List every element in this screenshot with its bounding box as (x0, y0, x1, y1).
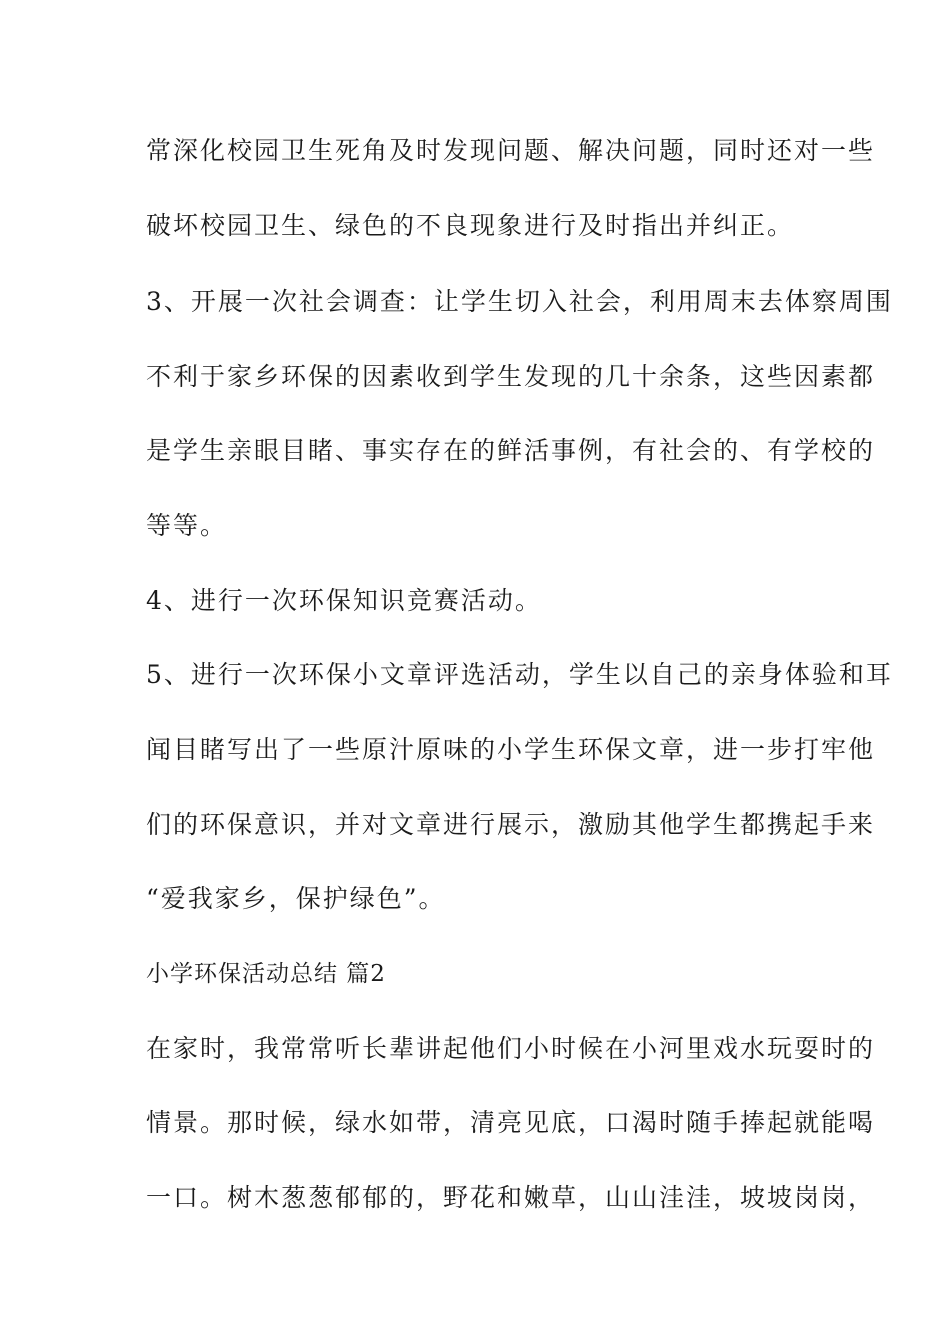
text-line: 3、开展一次社会调查：让学生切入社会，利用周末去体察周围 (146, 287, 893, 316)
text-line: “爱我家乡，保护绿色”。 (146, 884, 446, 913)
text-line: 是学生亲眼目睹、事实存在的鲜活事例，有社会的、有学校的 (146, 436, 876, 465)
text-line: 等等。 (146, 511, 228, 540)
section-heading: 小学环保活动总结 篇2 (146, 961, 386, 987)
text-line: 一口。树木葱葱郁郁的，野花和嫩草，山山洼洼，坡坡岗岗， (146, 1183, 876, 1212)
text-line: 破坏校园卫生、绿色的不良现象进行及时指出并纠正。 (146, 211, 795, 240)
text-line: 闻目睹写出了一些原汁原味的小学生环保文章，进一步打牢他 (146, 735, 876, 764)
text-line: 5、进行一次环保小文章评选活动，学生以自己的亲身体验和耳 (146, 660, 893, 689)
text-line: 4、进行一次环保知识竞赛活动。 (146, 586, 542, 615)
text-line: 在家时，我常常听长辈讲起他们小时候在小河里戏水玩耍时的 (146, 1034, 876, 1063)
text-line: 常深化校园卫生死角及时发现问题、解决问题，同时还对一些 (146, 136, 876, 165)
text-line: 们的环保意识，并对文章进行展示，激励其他学生都携起手来 (146, 810, 876, 839)
text-line: 情景。那时候，绿水如带，清亮见底，口渴时随手捧起就能喝 (146, 1108, 876, 1137)
text-line: 不利于家乡环保的因素收到学生发现的几十余条，这些因素都 (146, 362, 876, 391)
